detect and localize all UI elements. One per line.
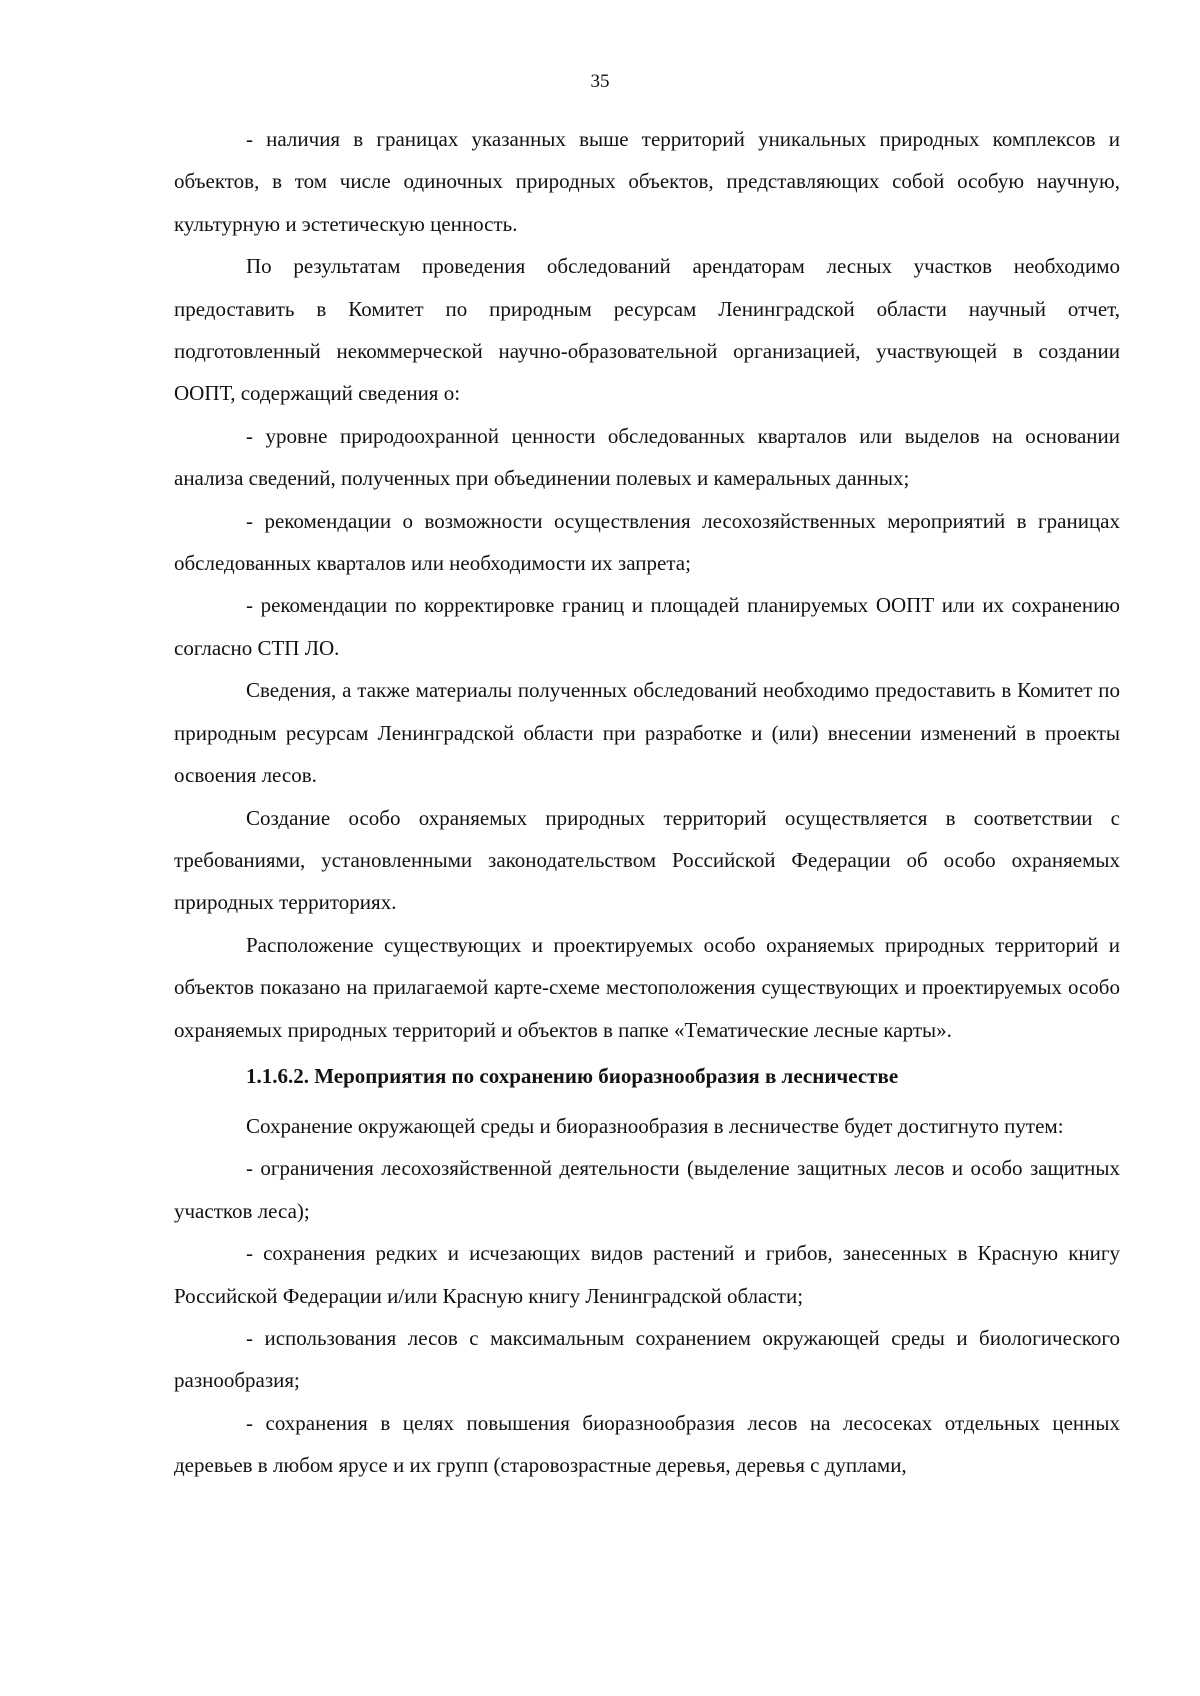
paragraph-biodiversity-intro: Сохранение окружающей среды и биоразнообразия в лесничестве будет достигнуто путем: [246,1113,1064,1138]
paragraph-activity-limits: - ограничения лесохозяйственной деятельности (выделение защитных лесов и особо защитных участков леса); [174,1156,1120,1223]
paragraph-survey-results: По результатам проведения обследований арендаторам лесных участков необходимо предоставить в Комитет по природным ресурсам Ленинградской области научный отчет, подготовленный некоммерческой научно-образовательной организацией, участвующей в создании ООПТ, содержащий сведения о: [174,254,1120,406]
paragraph-creation-requirements: Создание особо охраняемых природных территорий осуществляется в соответствии с требованиями, установленными законодательством Российской Федерации об особо охраняемых природных территориях. [174,805,1120,915]
paragraph-unique-complexes: - наличия в границах указанных выше территорий уникальных природных комплексов и объектов, в том числе одиночных природных объектов, представляющих собой особую научную, культурную и эстетическую ценность. [174,127,1120,236]
paragraph-survey-materials: Сведения, а также материалы полученных обследований необходимо предоставить в Комитет по природным ресурсам Ленинградской области при разработке и (или) внесении изменений в проекты освоения лесов. [174,678,1120,788]
paragraph-boundary-recommendations: - рекомендации по корректировке границ и площадей планируемых ООПТ или их сохранению согласно СТП ЛО. [174,593,1120,660]
paragraph-valuable-trees: - сохранения в целях повышения биоразнообразия лесов на лесосеках отдельных ценных деревьев в любом ярусе и их групп (старовозрастные деревья, деревья с дуплами, [174,1410,1120,1478]
paragraph-forest-use: - использования лесов с максимальным сохранением окружающей среды и биологического разнообразия; [174,1325,1120,1393]
paragraph-forestry-recommendations: - рекомендации о возможности осуществления лесохозяйственных мероприятий в границах обследованных кварталов или необходимости их запрета; [174,508,1120,576]
paragraph-conservation-value: - уровне природоохранной ценности обследованных кварталов или выделов на основании анализа сведений, полученных при объединении полевых и камеральных данных; [174,423,1120,491]
document-body [174,118,1120,1487]
page-number: 35 [590,71,610,92]
paragraph-rare-species: - сохранения редких и исчезающих видов растений и грибов, занесенных в Красную книгу Российской Федерации и/или Красную книгу Ленинградской области; [174,1241,1120,1308]
section-heading: 1.1.6.2. Мероприятия по сохранению биоразнообразия в лесничестве [246,1063,899,1088]
paragraph-territory-location: Расположение существующих и проектируемых особо охраняемых природных территорий и объектов показано на прилагаемой карте-схеме местоположения существующих и проектируемых особо охраняемых природных территорий и объектов в папке «Тематические лесные карты». [174,932,1120,1042]
